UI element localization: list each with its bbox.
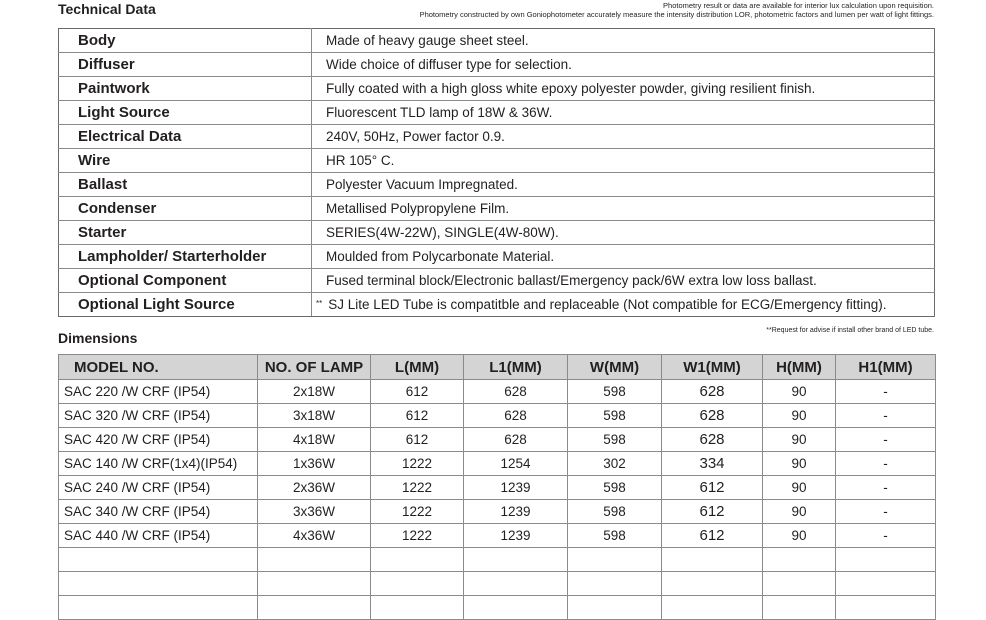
table-cell: 4x18W: [258, 428, 371, 452]
column-header: W(MM): [568, 355, 662, 380]
table-cell: 628: [662, 428, 763, 452]
empty-cell: [568, 596, 662, 620]
tech-value: HR 105° C.: [312, 149, 935, 173]
empty-cell: [763, 548, 836, 572]
empty-cell: [836, 548, 936, 572]
table-row: [59, 524, 936, 548]
empty-cell: [371, 548, 464, 572]
column-header: NO. OF LAMP: [258, 355, 371, 380]
tech-row: [59, 293, 935, 317]
tech-row: [59, 197, 935, 221]
column-header: L(MM): [371, 355, 464, 380]
table-cell: 628: [662, 380, 763, 404]
empty-cell: [763, 572, 836, 596]
table-cell: 612: [371, 380, 464, 404]
empty-cell: [59, 572, 258, 596]
table-cell: -: [836, 404, 936, 428]
column-header: W1(MM): [662, 355, 763, 380]
table-cell: 90: [763, 524, 836, 548]
table-cell: 1222: [371, 524, 464, 548]
empty-cell: [258, 572, 371, 596]
tech-label: Wire: [59, 149, 312, 173]
empty-cell: [568, 572, 662, 596]
empty-cell: [662, 572, 763, 596]
tech-row: [59, 173, 935, 197]
table-cell: SAC 420 /W CRF (IP54): [59, 428, 258, 452]
table-row: [59, 380, 936, 404]
tech-value: Moulded from Polycarbonate Material.: [312, 245, 935, 269]
table-row: [59, 428, 936, 452]
table-cell: 90: [763, 476, 836, 500]
column-header: H(MM): [763, 355, 836, 380]
column-header: L1(MM): [464, 355, 568, 380]
empty-cell: [662, 548, 763, 572]
table-cell: 598: [568, 476, 662, 500]
empty-cell: [464, 572, 568, 596]
table-cell: 90: [763, 380, 836, 404]
table-cell: 598: [568, 428, 662, 452]
table-cell: 628: [464, 404, 568, 428]
table-cell: 3x36W: [258, 500, 371, 524]
table-cell: -: [836, 452, 936, 476]
tech-value: Polyester Vacuum Impregnated.: [312, 173, 935, 197]
tech-value: Made of heavy gauge sheet steel.: [312, 29, 935, 53]
table-cell: 90: [763, 452, 836, 476]
dimensions-title: Dimensions: [58, 330, 138, 346]
tech-value: 240V, 50Hz, Power factor 0.9.: [312, 125, 935, 149]
empty-row: [59, 548, 936, 572]
table-cell: 90: [763, 428, 836, 452]
table-cell: 598: [568, 500, 662, 524]
table-cell: 1239: [464, 476, 568, 500]
tech-label: Lampholder/ Starterholder: [59, 245, 312, 269]
tech-row: [59, 77, 935, 101]
table-cell: SAC 320 /W CRF (IP54): [59, 404, 258, 428]
photometry-note-1: Photometry result or data are available for interior lux calculation upon requisition.: [663, 1, 934, 10]
tech-label: Starter: [59, 221, 312, 245]
table-cell: SAC 240 /W CRF (IP54): [59, 476, 258, 500]
table-cell: 628: [464, 428, 568, 452]
technical-data-title: Technical Data: [58, 1, 156, 17]
table-cell: 1222: [371, 452, 464, 476]
footnote-mark: **: [316, 299, 323, 308]
table-cell: 90: [763, 500, 836, 524]
tech-value: Fully coated with a high gloss white epoxy polyester powder, giving resilient finish.: [312, 77, 935, 101]
dimensions-header-row: [59, 355, 936, 380]
empty-cell: [258, 548, 371, 572]
empty-cell: [836, 596, 936, 620]
tech-label: Optional Component: [59, 269, 312, 293]
empty-cell: [59, 548, 258, 572]
tech-row: [59, 269, 935, 293]
table-cell: -: [836, 500, 936, 524]
empty-cell: [59, 596, 258, 620]
table-cell: 598: [568, 404, 662, 428]
table-cell: 612: [662, 500, 763, 524]
table-row: [59, 476, 936, 500]
empty-row: [59, 572, 936, 596]
table-row: [59, 404, 936, 428]
table-cell: 302: [568, 452, 662, 476]
table-cell: 1x36W: [258, 452, 371, 476]
tech-label: Electrical Data: [59, 125, 312, 149]
table-cell: 334: [662, 452, 763, 476]
table-cell: 1239: [464, 524, 568, 548]
empty-cell: [836, 572, 936, 596]
table-cell: SAC 340 /W CRF (IP54): [59, 500, 258, 524]
table-cell: -: [836, 380, 936, 404]
tech-row: [59, 221, 935, 245]
table-row: [59, 500, 936, 524]
table-cell: SAC 140 /W CRF(1x4)(IP54): [59, 452, 258, 476]
empty-cell: [568, 548, 662, 572]
tech-label: Paintwork: [59, 77, 312, 101]
table-cell: 628: [662, 404, 763, 428]
tech-label: Condenser: [59, 197, 312, 221]
table-cell: 628: [464, 380, 568, 404]
table-cell: 612: [371, 404, 464, 428]
tech-row: [59, 53, 935, 77]
tech-row: [59, 245, 935, 269]
column-header: MODEL NO.: [59, 355, 258, 380]
tech-value: Metallised Polypropylene Film.: [312, 197, 935, 221]
table-cell: -: [836, 524, 936, 548]
tech-label: Body: [59, 29, 312, 53]
empty-cell: [662, 596, 763, 620]
tech-row: [59, 29, 935, 53]
table-cell: 612: [371, 428, 464, 452]
technical-data-table: [58, 28, 935, 317]
table-cell: 3x18W: [258, 404, 371, 428]
table-cell: 598: [568, 380, 662, 404]
empty-cell: [258, 596, 371, 620]
empty-cell: [763, 596, 836, 620]
empty-cell: [371, 572, 464, 596]
tech-row: [59, 125, 935, 149]
table-cell: 598: [568, 524, 662, 548]
table-cell: 2x36W: [258, 476, 371, 500]
empty-cell: [464, 548, 568, 572]
empty-cell: [464, 596, 568, 620]
table-cell: 1239: [464, 500, 568, 524]
table-cell: 1254: [464, 452, 568, 476]
dimensions-table: [58, 354, 936, 620]
tech-value: [312, 293, 935, 317]
table-cell: SAC 220 /W CRF (IP54): [59, 380, 258, 404]
tech-row: [59, 101, 935, 125]
column-header: H1(MM): [836, 355, 936, 380]
led-tube-note: **Request for advise if install other brand of LED tube.: [766, 327, 934, 334]
table-cell: 90: [763, 404, 836, 428]
empty-row: [59, 596, 936, 620]
table-cell: 612: [662, 524, 763, 548]
tech-value: Fused terminal block/Electronic ballast/Emergency pack/6W extra low loss ballast.: [312, 269, 935, 293]
table-cell: 4x36W: [258, 524, 371, 548]
table-row: [59, 452, 936, 476]
tech-label: Ballast: [59, 173, 312, 197]
tech-value: Wide choice of diffuser type for selection.: [312, 53, 935, 77]
table-cell: 2x18W: [258, 380, 371, 404]
tech-label: Light Source: [59, 101, 312, 125]
tech-label: Diffuser: [59, 53, 312, 77]
tech-value-text: SJ Lite LED Tube is compatitble and replaceable (Not compatible for ECG/Emergency fitting).: [328, 297, 887, 312]
tech-label: Optional Light Source: [59, 293, 312, 317]
table-cell: SAC 440 /W CRF (IP54): [59, 524, 258, 548]
table-cell: 1222: [371, 476, 464, 500]
empty-cell: [371, 596, 464, 620]
tech-value: SERIES(4W-22W), SINGLE(4W-80W).: [312, 221, 935, 245]
table-cell: 612: [662, 476, 763, 500]
photometry-note-2: Photometry constructed by own Goniophotometer accurately measure the intensity distribution LOR, photometric factors and lumen per watt of light fittings.: [419, 10, 934, 19]
table-cell: -: [836, 428, 936, 452]
table-cell: -: [836, 476, 936, 500]
table-cell: 1222: [371, 500, 464, 524]
tech-value: Fluorescent TLD lamp of 18W & 36W.: [312, 101, 935, 125]
tech-row: [59, 149, 935, 173]
